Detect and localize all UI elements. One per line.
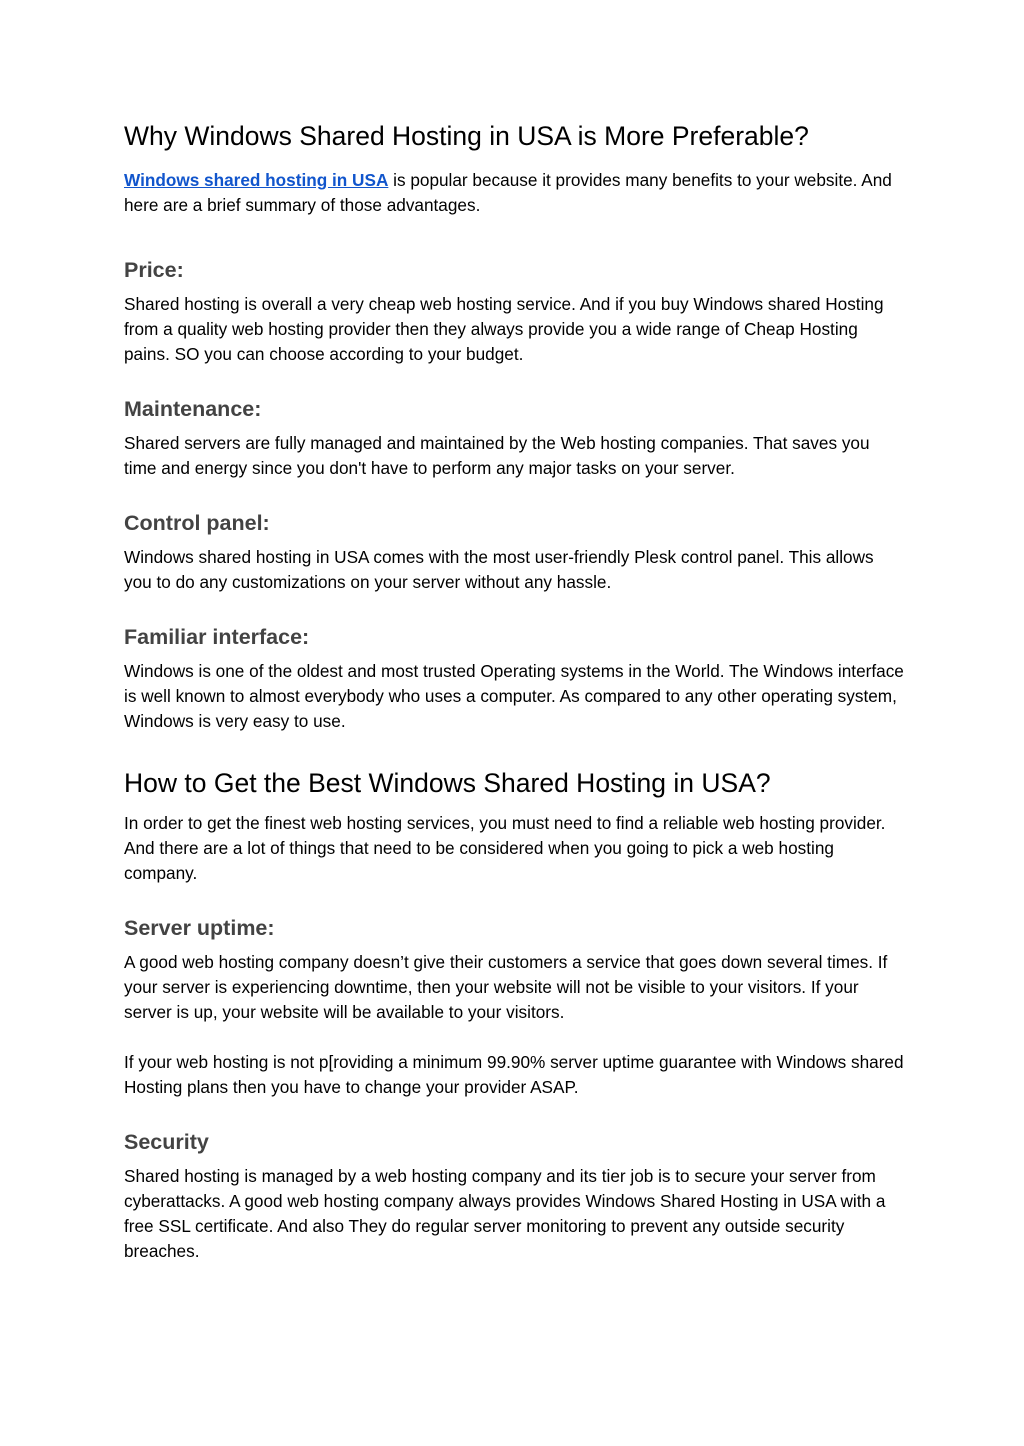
- windows-shared-hosting-link[interactable]: Windows shared hosting in USA: [124, 170, 389, 190]
- section-title-why-windows: Why Windows Shared Hosting in USA is More Preferable?: [124, 121, 809, 151]
- heading-maintenance: Maintenance:: [124, 397, 262, 421]
- heading-server-uptime: Server uptime:: [124, 916, 275, 940]
- security-paragraph: Shared hosting is managed by a web hosting company and its tier job is to secure your server from cyberattacks. A good web hosting company always provides Windows Shared Hosting in USA with a free SSL certificate. And also They do regular server monitoring to prevent any outside security breaches.: [124, 1166, 886, 1261]
- section-title-how-to-get: How to Get the Best Windows Shared Hosting in USA?: [124, 768, 771, 798]
- heading-price: Price:: [124, 258, 184, 282]
- intro-text: is popular because it provides many benefits to your website. And here are a brief summary of those advantages.: [124, 170, 892, 215]
- server-uptime-paragraph-1: A good web hosting company doesn’t give their customers a service that goes down several times. If your server is experiencing downtime, then your website will not be visible to your visitors. If your server is up, your website will be available to your visitors.: [124, 952, 888, 1022]
- maintenance-paragraph: Shared servers are fully managed and maintained by the Web hosting companies. That saves you time and energy since you don't have to perform any major tasks on your server.: [124, 433, 870, 478]
- heading-familiar-interface: Familiar interface:: [124, 625, 310, 649]
- intro-paragraph: [124, 168, 904, 218]
- how-to-get-paragraph: In order to get the finest web hosting services, you must need to find a reliable web hosting provider. And there are a lot of things that need to be considered when you going to pick a web hosting company.: [124, 813, 886, 883]
- document-page: [124, 120, 904, 1264]
- heading-control-panel: Control panel:: [124, 511, 270, 535]
- familiar-interface-paragraph: Windows is one of the oldest and most trusted Operating systems in the World. The Windows interface is well known to almost everybody who uses a computer. As compared to any other operating system, Windows is very easy to use.: [124, 661, 904, 731]
- heading-security: Security: [124, 1130, 209, 1154]
- price-paragraph: Shared hosting is overall a very cheap web hosting service. And if you buy Windows shared Hosting from a quality web hosting provider then they always provide you a wide range of Cheap Hosting pains. SO you can choose according to your budget.: [124, 294, 884, 364]
- control-panel-paragraph: Windows shared hosting in USA comes with the most user-friendly Plesk control panel. This allows you to do any customizations on your server without any hassle.: [124, 547, 874, 592]
- server-uptime-paragraph-2: If your web hosting is not p[roviding a minimum 99.90% server uptime guarantee with Windows shared Hosting plans then you have to change your provider ASAP.: [124, 1052, 904, 1097]
